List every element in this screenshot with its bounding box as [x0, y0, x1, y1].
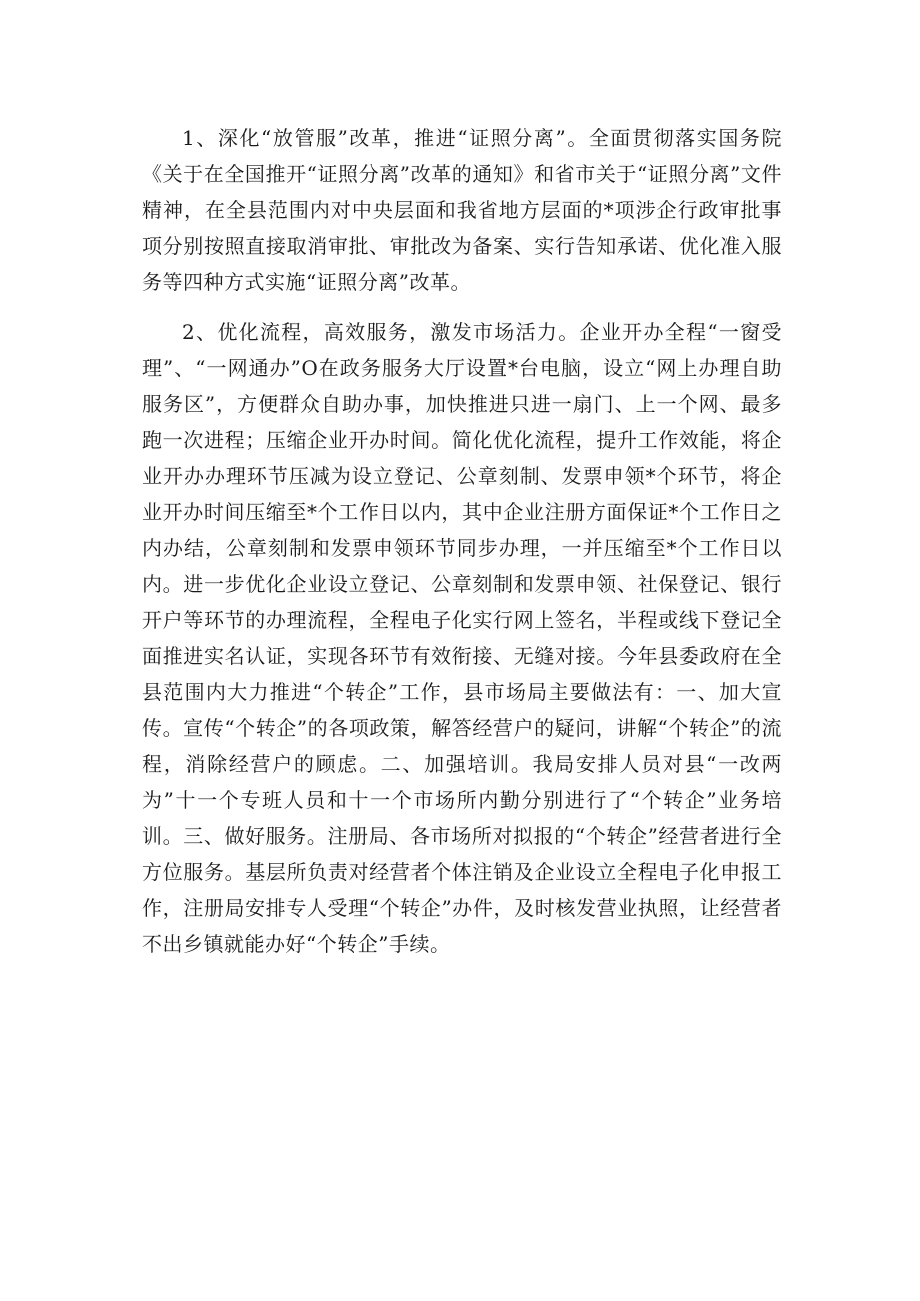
paragraph-process-optimization: 2、优化流程，高效服务，激发市场活力。企业开办全程“一窗受理”、“一网通办”O在政务服务大厅设置*台电脑，设立“网上办理自助服务区”，方便群众自助办事，加快推进只进一扇门、上一个网、最多跑一次进程；压缩企业开办时间。简化优化流程，提升工作效能，将企业开办办理环节压减为设立登记、公章刻制、发票申领*个环节，将企业开办时间压缩至*个工作日以内，其中企业注册方面保证*个工作日之内办结，公章刻制和发票申领环节同步办理，一并压缩至*个工作日以内。进一步优化企业设立登记、公章刻制和发票申领、社保登记、银行开户等环节的办理流程，全程电子化实行网上签名，半程或线下登记全面推进实名认证，实现各环节有效衔接、无缝对接。今年县委政府在全县范围内大力推进“个转企”工作，县市场局主要做法有：一、加大宣传。宣传“个转企”的各项政策，解答经营户的疑问，讲解“个转企”的流程，消除经营户的顾虑。二、加强培训。我局安排人员对县“一改两为”十一个专班人员和十一个市场所内勤分别进行了“个转企”业务培训。三、做好服务。注册局、各市场所对拟报的“个转企”经营者进行全方位服务。基层所负责对经营者个体注销及企业设立全程电子化申报工作，注册局安排专人受理“个转企”办件，及时核发营业执照，让经营者不出乡镇就能办好“个转企”手续。	[142, 320, 782, 956]
document-body	[142, 120, 782, 976]
paragraph-reform-certificate-separation: 1、深化“放管服”改革，推进“证照分离”。全面贯彻落实国务院《关于在全国推开“证照分离”改革的通知》和省市关于“证照分离”文件精神，在全县范围内对中央层面和我省地方层面的*项涉企行政审批事项分别按照直接取消审批、审批改为备案、实行告知承诺、优化准入服务等四种方式实施“证照分离”改革。	[142, 126, 782, 294]
